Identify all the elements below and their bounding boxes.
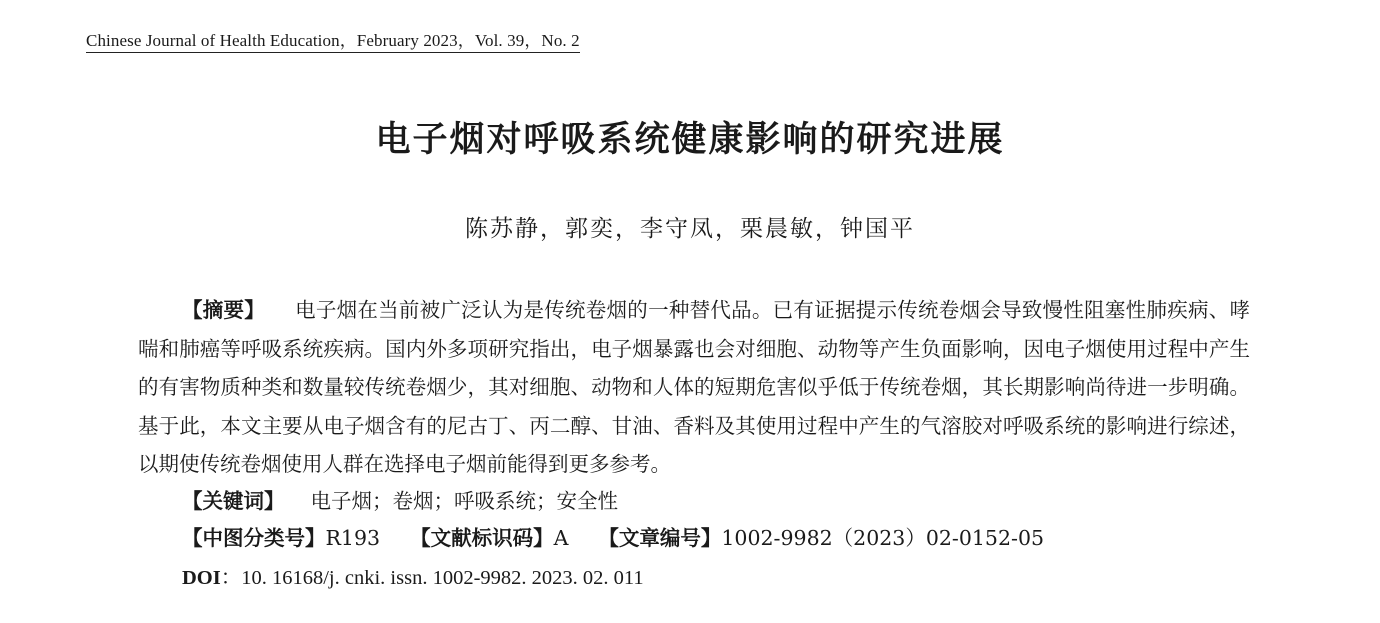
article-number-label: 【文章编号】: [598, 526, 722, 550]
journal-header: Chinese Journal of Health Education，February 2023，Vol. 39，No. 2: [86, 26, 580, 53]
keywords-line: [182, 484, 618, 514]
keywords-text: 电子烟；卷烟；呼吸系统；安全性: [310, 489, 618, 513]
author-list: 陈苏静，郭奕，李守凤，栗晨敏，钟国平: [465, 216, 915, 242]
abstract-label: 【摘要】: [182, 298, 266, 322]
doi-separator: ：: [220, 567, 242, 589]
abstract-paragraph: [138, 291, 1250, 484]
clc-value: R193: [325, 526, 381, 550]
doi-line: [182, 560, 644, 590]
abstract-text: 电子烟在当前被广泛认为是传统卷烟的一种替代品。已有证据提示传统卷烟会导致慢性阻塞性肺疾病、哮喘和肺癌等呼吸系统疾病。国内外多项研究指出，电子烟暴露也会对细胞、动物等产生负面影响，因电子烟使用过程中产生的有害物质种类和数量较传统卷烟少，其对细胞、动物和人体的短期危害似乎低于传统卷烟，其长期影响尚待进一步明确。基于此，本文主要从电子烟含有的尼古丁、丙二醇、甘油、香料及其使用过程中产生的气溶胶对呼吸系统的影响进行综述，以期使传统卷烟使用人群在选择电子烟前能得到更多参考。: [138, 298, 1250, 476]
article-title: 电子烟对呼吸系统健康影响的研究进展: [375, 120, 1005, 160]
classification-line: [182, 521, 1044, 551]
article-number-value: 1002-9982（2023）02-0152-05: [721, 526, 1045, 550]
clc-label: 【中图分类号】: [182, 526, 326, 550]
doc-code-value: A: [553, 526, 569, 550]
doc-code-label: 【文献标识码】: [410, 526, 554, 550]
doi-value[interactable]: 10. 16168/j. cnki. issn. 1002-9982. 2023. 02. 011: [241, 567, 644, 589]
doi-label: DOI: [182, 567, 221, 589]
keywords-label: 【关键词】: [182, 489, 285, 513]
